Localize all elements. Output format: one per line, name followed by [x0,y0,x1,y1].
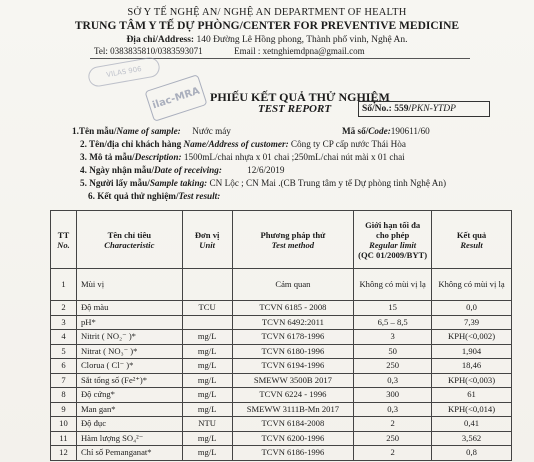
test-result-label: 6. Kết quả thử nghiệm/ [88,191,179,201]
table-cell: Nitrit ( NO₂⁻ )* [76,330,182,345]
table-cell: 3,562 [432,431,512,446]
header-text: TT [57,229,70,240]
sample-taker-row [80,178,446,188]
department-heading: SỞ Y TẾ NGHỆ AN/ NGHỆ AN DEPARTMENT OF HEALTH [127,7,407,18]
description-label-en: Description: [134,152,182,162]
table-row [51,359,512,374]
code-label-en: Code: [368,126,391,136]
description-value: 1500mL/chai nhựa x 01 chai ;250mL/chai nút mài x 01 chai [181,152,405,162]
table-cell: Hàm lượng SO₄²⁻ [76,431,182,446]
table-cell: 0,3 [354,373,432,388]
report-number-label: Số/No.: [362,104,392,114]
report-number: 559/ [394,104,412,114]
table-cell: 4 [51,330,77,345]
table-cell: Cảm quan [232,269,354,301]
table-cell: 2 [354,446,432,461]
table-cell: 5 [51,344,77,359]
header-text: Test method [271,239,315,250]
address-value: 140 Đường Lê Hồng phong, Thành phố vinh, Nghệ An. [196,35,408,45]
table-cell: Nitrat ( NO₃⁻ )* [76,344,182,359]
table-cell: mg/L [182,373,232,388]
test-result-row [88,191,220,201]
table-cell: 15 [354,301,432,316]
table-cell: Man gan* [76,402,182,417]
table-header-row [51,211,512,269]
table-cell: 2 [51,301,77,316]
col-header-item [76,211,182,269]
table-cell: TCVN 6492:2011 [232,315,354,330]
description-row [80,152,405,162]
table-cell: KPH(<0,003) [432,373,512,388]
description-label: 3. Mô tả mẫu/ [80,152,135,162]
table-cell: SMEWW 3500B 2017 [232,373,354,388]
table-cell: SMEWW 3111B-Mn 2017 [232,402,354,417]
table-cell: TCVN 6178-1996 [232,330,354,345]
customer-label-en: Name/Address of customer: [183,139,289,149]
table-cell [182,315,232,330]
table-cell: pH* [76,315,182,330]
table-cell: NTU [182,417,232,432]
header-text: Phương pháp thử [260,229,326,240]
col-header-method [232,211,354,269]
table-cell: 0,41 [432,417,512,432]
table-cell: Độ cứng* [76,388,182,403]
table-cell: 1 [51,269,77,301]
table-cell: 3 [51,315,77,330]
sample-taker-value: CN Lộc ; CN Mai .(CB Trung tâm y tế Dự phòng tỉnh Nghệ An) [207,178,446,188]
table-cell: 8 [51,388,77,403]
address-label: Địa chỉ/Address: [126,35,195,45]
table-cell: Độ đục [76,417,182,432]
sample-taker-label-en: Sample taking: [149,178,208,188]
header-text: Đơn vị [194,229,220,240]
table-cell: mg/L [182,344,232,359]
table-row [51,431,512,446]
table-cell: Clorua ( Cl⁻ )* [76,359,182,374]
table-cell: 1,904 [432,344,512,359]
table-cell: 7,39 [432,315,512,330]
tel-text: Tel: 0383835810/0383593071 [94,46,203,56]
table-cell: KPH(<0,002) [432,330,512,345]
table-row [51,417,512,432]
table-cell: 250 [354,431,432,446]
table-cell: Sắt tổng số (Fe²⁺)* [76,373,182,388]
col-header-unit [182,211,232,269]
vilas-stamp: VILAS 906 [87,56,161,88]
test-result-label-en: Test result: [178,191,221,201]
code-value: 190611/60 [390,126,430,136]
table-cell: 0,8 [432,446,512,461]
header-text: Unit [199,239,216,250]
table-cell: 250 [354,359,432,374]
table-cell: 50 [354,344,432,359]
sample-label: 1.Tên mẫu/ [72,126,117,136]
header-text: Giới hạn tối đa [365,219,421,230]
header-text: cho phép [376,229,410,240]
sample-code-row [342,126,430,136]
customer-label: 2. Tên/địa chỉ khách hàng [80,139,184,149]
table-cell: TCVN 6184-2008 [232,417,354,432]
header-text: Result [460,239,483,250]
sample-value: Nước máy [192,126,231,136]
report-number-suffix: PKN-YTDP [411,104,456,114]
table-row [51,315,512,330]
table-cell: 11 [51,431,77,446]
table-cell: 18,46 [432,359,512,374]
results-table [50,210,512,461]
table-cell: 61 [432,388,512,403]
table-cell: KPH(<0,014) [432,402,512,417]
receive-date-row [80,165,284,175]
table-row [51,402,512,417]
table-cell: mg/L [182,446,232,461]
table-row [51,373,512,388]
table-cell: mg/L [182,402,232,417]
col-header-no [51,211,77,269]
table-cell: Không có mùi vị lạ [432,269,512,301]
table-cell: TCVN 6224 - 1996 [232,388,354,403]
table-cell: Không có mùi vị lạ [354,269,432,301]
table-cell: mg/L [182,330,232,345]
table-cell: 12 [51,446,77,461]
table-cell: 6,5 – 8,5 [354,315,432,330]
customer-value: Công ty CP cấp nước Thái Hòa [288,139,406,149]
receive-date-label-en: Date of receiving: [154,165,222,175]
table-cell: Chỉ số Pemanganat* [76,446,182,461]
table-row [51,344,512,359]
table-cell: Mùi vị [76,269,182,301]
table-row [51,330,512,345]
header-text: Tên chỉ tiêu [107,229,152,240]
table-cell: 3 [354,330,432,345]
customer-row [80,139,406,149]
ilac-stamp: ilac-MRA [144,74,207,122]
table-cell: Độ màu [76,301,182,316]
table-cell: 10 [51,417,77,432]
email-text: Email : xetnghiemdpna@gmail.com [234,46,365,56]
table-cell: TCVN 6200-1996 [232,431,354,446]
table-cell [182,269,232,301]
table-row [51,301,512,316]
table-cell: 2 [354,417,432,432]
report-number-box [358,101,490,117]
report-title-en: TEST REPORT [258,103,332,115]
header-text: Kết quả [456,229,487,240]
table-cell: 9 [51,402,77,417]
table-cell: TCU [182,301,232,316]
header-text: (QC 01/2009/BYT) [358,249,428,260]
sample-name-row [72,126,231,136]
table-cell: 0,3 [354,402,432,417]
col-header-result [432,211,512,269]
receive-date-label: 4. Ngày nhận mẫu/ [80,165,155,175]
table-cell: TCVN 6194-1996 [232,359,354,374]
code-label: Mã số/ [342,126,369,136]
contact-line [94,46,365,56]
header-text: No. [57,239,70,250]
table-cell: TCVN 6185 - 2008 [232,301,354,316]
table-cell: TCVN 6180-1996 [232,344,354,359]
table-row [51,388,512,403]
sample-label-en: Name of sample: [116,126,181,136]
table-cell: TCVN 6186-1996 [232,446,354,461]
table-cell: 6 [51,359,77,374]
address-line [0,35,534,45]
table-row [51,446,512,461]
table-cell: mg/L [182,359,232,374]
table-cell: 0,0 [432,301,512,316]
sample-taker-label: 5. Người lấy mẫu/ [80,178,150,188]
table-cell: 7 [51,373,77,388]
report-title-vn: PHIẾU KẾT QUẢ THỬ NGHIỆM [210,90,390,104]
table-cell: mg/L [182,388,232,403]
center-heading: TRUNG TÂM Y TẾ DỰ PHÒNG/CENTER FOR PREVENTIVE MEDICINE [74,20,460,32]
header-text: Characteristic [104,239,155,250]
table-cell: 300 [354,388,432,403]
table-row [51,269,512,301]
header-text: Regular limit [369,239,417,250]
table-cell: mg/L [182,431,232,446]
receive-date-value: 12/6/2019 [247,165,285,175]
col-header-limit [354,211,432,269]
